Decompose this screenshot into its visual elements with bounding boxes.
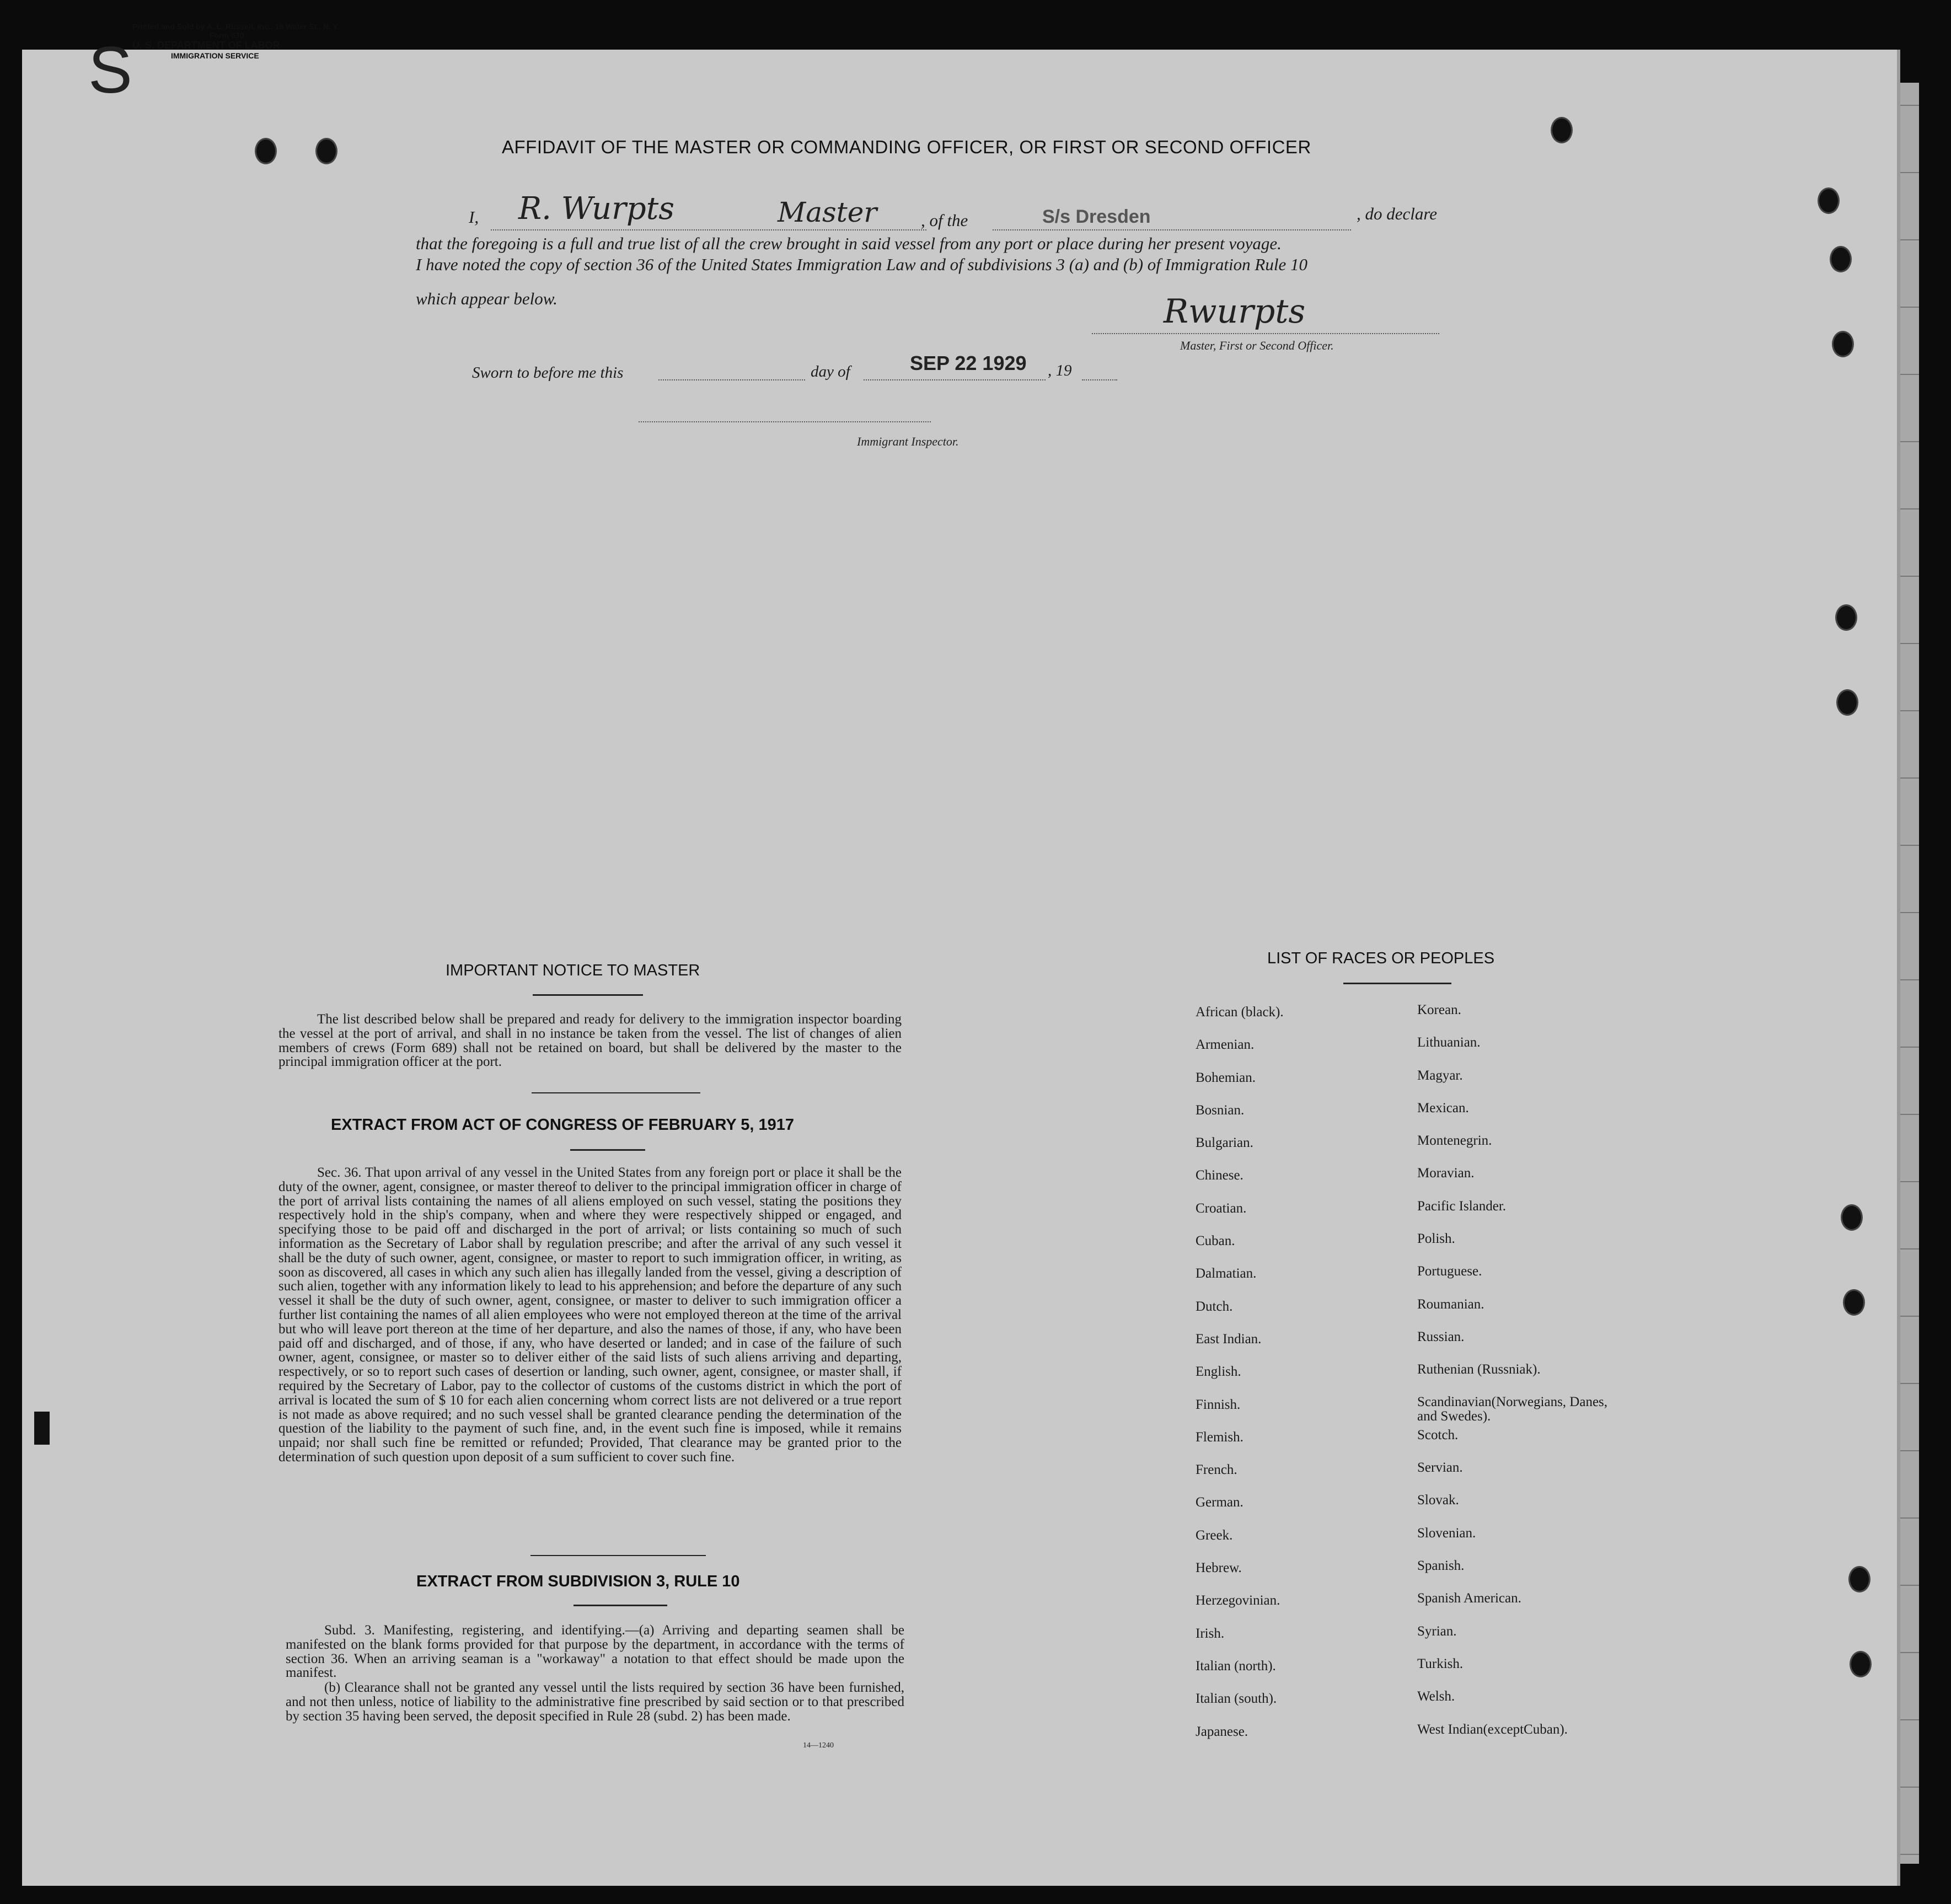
- punch-hole-icon: [315, 138, 337, 164]
- race-item: Turkish.: [1417, 1656, 1464, 1671]
- punch-hole-icon: [1832, 331, 1854, 357]
- rule-text-b: (b) Clearance shall not be granted any vessel until the lists required by section 36 have been furnished, and not then unless, notice of liability to the administrative fine prescribed by said section or to that prescribed by section 35 having been served, the deposit specified in Rule 28 (subd. 2) has been made.: [286, 1680, 904, 1724]
- punch-hole-icon: [1830, 246, 1852, 272]
- races-list-right: [1417, 1002, 1616, 1755]
- race-item: Spanish American.: [1417, 1591, 1521, 1606]
- punch-hole-icon: [255, 138, 277, 164]
- races-list-left: [1196, 1005, 1284, 1757]
- affidavit-i-label: I,: [469, 207, 479, 227]
- race-item: Magyar.: [1417, 1068, 1463, 1083]
- punch-hole-icon: [1848, 1566, 1870, 1592]
- affidavit-line-3: I have noted the copy of section 36 of the United States Immigration Law and of subdivisions 3 (a) and (b) of Immigration Rule 10: [416, 255, 1307, 274]
- document-sheet: [22, 50, 1900, 1886]
- race-item: Syrian.: [1417, 1623, 1457, 1639]
- race-item: Mexican.: [1417, 1100, 1469, 1115]
- punch-hole-icon: [1818, 187, 1840, 214]
- department-name: U. S. DEPARTMENT OF LABOR: [132, 40, 280, 51]
- form-letter-mark: S: [88, 33, 133, 107]
- race-item: Hebrew.: [1196, 1560, 1242, 1576]
- race-item: Korean.: [1417, 1002, 1461, 1017]
- race-item: Chinese.: [1196, 1168, 1244, 1183]
- form-code: 14—1240: [803, 1741, 834, 1750]
- sworn-prefix: Sworn to before me this: [472, 364, 624, 382]
- rule-text-a: Subd. 3. Manifesting, registering, and identifying.—(a) Arriving and departing seamen shall be manifested on the blank forms provided for that purpose by the department, in accordance with the terms of section 36. When an arriving seaman is a "workaway" a notation to that effect should be made upon the manifest.: [286, 1623, 904, 1681]
- printer-line: Printed and Sold by A. L. Russell, Inc., 18 Water St., N. Y.: [132, 22, 340, 31]
- vessel-name-stamp: S/s Dresden: [1042, 206, 1151, 227]
- race-item: Welsh.: [1417, 1689, 1455, 1704]
- service-name: IMMIGRATION SERVICE: [171, 51, 259, 60]
- race-item: Spanish.: [1417, 1558, 1465, 1574]
- race-item: Italian (north).: [1196, 1658, 1276, 1674]
- signature-caption: Master, First or Second Officer.: [1180, 339, 1334, 352]
- race-item: Greek.: [1196, 1527, 1233, 1543]
- race-item: African (black).: [1196, 1005, 1284, 1020]
- race-item: Bosnian.: [1196, 1102, 1245, 1118]
- affidavit-line-2: that the foregoing is a full and true list of all the crew brought in said vessel from any port or place during her present voyage.: [416, 234, 1282, 253]
- name-field-line: [491, 228, 926, 230]
- race-item: Dutch.: [1196, 1299, 1233, 1314]
- punch-hole-icon: [1843, 1289, 1865, 1316]
- form-number: Form 630: [210, 31, 244, 40]
- race-item: Armenian.: [1196, 1037, 1255, 1053]
- affidavit-of-the: , of the: [921, 211, 968, 230]
- master-signature: Rwurpts: [1164, 292, 1306, 331]
- act-title-underline: [570, 1149, 645, 1151]
- race-item: Servian.: [1417, 1460, 1463, 1476]
- binding-mark: [34, 1412, 50, 1445]
- race-item: Italian (south).: [1196, 1691, 1277, 1707]
- race-item: Pacific Islander.: [1417, 1198, 1507, 1214]
- race-item: Scotch.: [1417, 1427, 1459, 1442]
- races-title: LIST OF RACES OR PEOPLES: [1267, 950, 1495, 967]
- race-item: Herzegovinian.: [1196, 1593, 1280, 1608]
- notice-divider: [532, 1092, 700, 1093]
- race-item: Japanese.: [1196, 1724, 1248, 1739]
- race-item: Flemish.: [1196, 1429, 1244, 1445]
- punch-hole-icon: [1841, 1204, 1863, 1231]
- master-role-handwriting: Master: [778, 196, 877, 228]
- race-item: Croatian.: [1196, 1200, 1247, 1216]
- race-item: Russian.: [1417, 1329, 1465, 1344]
- race-item: Slovak.: [1417, 1493, 1459, 1508]
- race-item: Cuban.: [1196, 1233, 1235, 1249]
- notice-title: IMPORTANT NOTICE TO MASTER: [446, 962, 700, 979]
- races-title-underline: [1343, 983, 1451, 984]
- sworn-day-of: day of: [811, 363, 850, 380]
- date-stamp: SEP 22 1929: [910, 352, 1027, 374]
- affidavit-line-4: which appear below.: [416, 289, 558, 308]
- race-item: Montenegrin.: [1417, 1133, 1492, 1149]
- race-item: Polish.: [1417, 1231, 1455, 1247]
- race-item: Bulgarian.: [1196, 1135, 1253, 1151]
- inspector-caption: Immigrant Inspector.: [857, 435, 959, 448]
- act-title: EXTRACT FROM ACT OF CONGRESS OF FEBRUARY 5, 1917: [331, 1116, 795, 1134]
- race-item: Slovenian.: [1417, 1525, 1476, 1541]
- affidavit-title: AFFIDAVIT OF THE MASTER OR COMMANDING OFFICER, OR FIRST OR SECOND OFFICER: [502, 137, 1311, 157]
- sworn-year-prefix: , 19: [1048, 362, 1072, 379]
- affidavit-do-declare: , do declare: [1357, 204, 1438, 223]
- notice-text: The list described below shall be prepared and ready for delivery to the immigration inspector boarding the vessel at the port of arrival, and shall in no instance be taken from the vessel. The list of changes of alien members of crews (Form 689) shall not be retained on board, but shall be delivered by the master to the principal immigration officer at the port.: [278, 1012, 902, 1070]
- rule-title-underline: [573, 1605, 667, 1606]
- race-item: Scandinavian(Norwegians, Danes, and Swedes).: [1417, 1394, 1608, 1424]
- form-header: [132, 22, 339, 60]
- signature-line: [1092, 332, 1439, 334]
- act-divider: [530, 1555, 706, 1556]
- act-text: Sec. 36. That upon arrival of any vessel in the United States from any foreign port or place it shall be the duty of the owner, agent, consignee, or master thereof to deliver to the principal immigration officer in charge of the port of arrival lists containing the names of all aliens employed on such vessel, stating the positions they respectively hold in the ship's company, when and where they were respectively shipped or engaged, and specifying those to be paid off and discharged in the port of arrival; or lists containing so much of such information as the Secretary of Labor shall by regulation prescribe; and after the arrival of any such vessel it shall be the duty of such owner, agent, consignee, or master to report to such immigration officer, in writing, as soon as discovered, all cases in which any such alien has illegally landed from the vessel, giving a description of such alien, together with any information likely to lead to his apprehension; and before the departure of any such vessel it shall be the duty of such owner, agent, consignee, or master to deliver to such immigration officer a further list containing the names of all alien employees who were not employed thereon at the time of the arrival but who will leave port thereon at the time of her departure, and also the names of those, if any, who have been paid off and discharged, and of those, if any, who have deserted or landed; and in case of the failure of such owner, agent, consignee, or master so to deliver either of the said lists of such aliens arriving and departing, respectively, or so to report such cases of desertion or landing, such owner, agent, consignee, or master shall, if required by the Secretary of Labor, pay to the collector of customs of the customs district in which the port of arrival is located the sum of $ 10 for each alien concerning whom correct lists are not delivered or a true report is not made as above required; and no such vessel shall be granted clearance pending the determination of the question of the liability to the payment of such fine, and, in the event such fine is imposed, while it remains unpaid; nor shall such fine be remitted or refunded; Provided, That clearance may be granted prior to the determination of such question upon deposit of a sum sufficient to cover such fine.: [278, 1165, 902, 1465]
- vessel-field-line: [993, 228, 1351, 230]
- race-item: East Indian.: [1196, 1331, 1262, 1347]
- race-item: Irish.: [1196, 1626, 1225, 1641]
- punch-hole-icon: [1835, 604, 1857, 631]
- sworn-day-line: [658, 378, 805, 380]
- race-item: Bohemian.: [1196, 1070, 1256, 1085]
- race-item: Portuguese.: [1417, 1264, 1482, 1279]
- race-item: English.: [1196, 1364, 1241, 1380]
- race-item: Moravian.: [1417, 1166, 1475, 1181]
- race-item: French.: [1196, 1462, 1237, 1478]
- punch-hole-icon: [1551, 117, 1573, 143]
- inspector-signature-line: [639, 420, 931, 422]
- race-item: Lithuanian.: [1417, 1035, 1481, 1050]
- race-item: Roumanian.: [1417, 1296, 1484, 1312]
- race-item: Finnish.: [1196, 1397, 1241, 1412]
- notice-title-underline: [533, 994, 643, 996]
- sworn-date-line: [864, 378, 1046, 380]
- race-item: German.: [1196, 1495, 1244, 1510]
- punch-hole-icon: [1850, 1651, 1872, 1677]
- master-name-handwriting: R. Wurpts: [518, 191, 674, 227]
- race-item: Ruthenian (Russniak).: [1417, 1362, 1541, 1377]
- race-item: West Indian(exceptCuban).: [1417, 1721, 1568, 1737]
- sworn-year-line: [1082, 378, 1117, 380]
- punch-hole-icon: [1836, 689, 1858, 716]
- race-item: Dalmatian.: [1196, 1266, 1257, 1281]
- rule-title: EXTRACT FROM SUBDIVISION 3, RULE 10: [416, 1573, 740, 1590]
